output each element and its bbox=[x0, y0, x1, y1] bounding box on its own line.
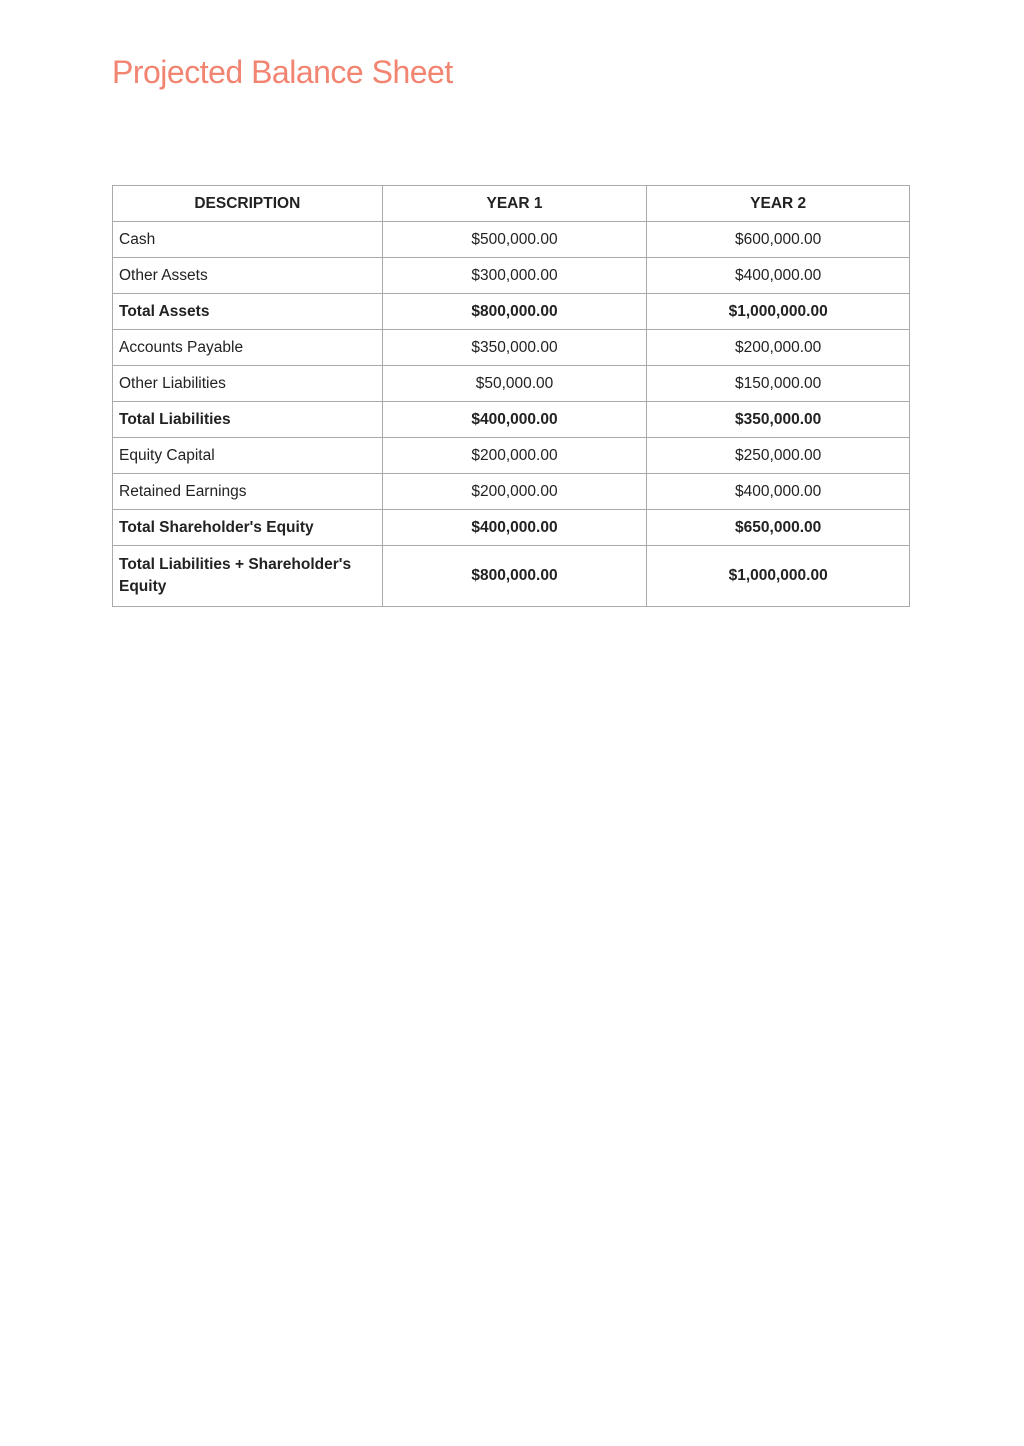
header-year-1: YEAR 1 bbox=[382, 186, 647, 222]
table-row bbox=[113, 402, 910, 438]
row-year-2: $150,000.00 bbox=[647, 366, 910, 402]
row-year-1: $50,000.00 bbox=[382, 366, 647, 402]
balance-sheet-table bbox=[112, 185, 910, 607]
row-year-2: $350,000.00 bbox=[647, 402, 910, 438]
row-description: Cash bbox=[113, 222, 383, 258]
row-description: Total Assets bbox=[113, 294, 383, 330]
table-row bbox=[113, 546, 910, 607]
row-year-2: $600,000.00 bbox=[647, 222, 910, 258]
row-year-1: $800,000.00 bbox=[382, 294, 647, 330]
row-year-2: $400,000.00 bbox=[647, 258, 910, 294]
row-description: Other Liabilities bbox=[113, 366, 383, 402]
table-header-row bbox=[113, 186, 910, 222]
table-row bbox=[113, 258, 910, 294]
table-row bbox=[113, 330, 910, 366]
row-year-1: $300,000.00 bbox=[382, 258, 647, 294]
row-year-1: $200,000.00 bbox=[382, 474, 647, 510]
row-year-2: $250,000.00 bbox=[647, 438, 910, 474]
row-description: Retained Earnings bbox=[113, 474, 383, 510]
row-description: Accounts Payable bbox=[113, 330, 383, 366]
row-year-1: $200,000.00 bbox=[382, 438, 647, 474]
row-year-2: $400,000.00 bbox=[647, 474, 910, 510]
row-year-2: $200,000.00 bbox=[647, 330, 910, 366]
row-description: Other Assets bbox=[113, 258, 383, 294]
row-year-1: $350,000.00 bbox=[382, 330, 647, 366]
header-description: DESCRIPTION bbox=[113, 186, 383, 222]
row-description: Total Liabilities + Shareholder's Equity bbox=[113, 546, 383, 607]
row-year-1: $400,000.00 bbox=[382, 510, 647, 546]
page-title: Projected Balance Sheet bbox=[112, 54, 453, 90]
row-year-2: $1,000,000.00 bbox=[647, 546, 910, 607]
row-year-2: $650,000.00 bbox=[647, 510, 910, 546]
header-year-2: YEAR 2 bbox=[647, 186, 910, 222]
row-description: Total Liabilities bbox=[113, 402, 383, 438]
row-year-1: $400,000.00 bbox=[382, 402, 647, 438]
row-description: Equity Capital bbox=[113, 438, 383, 474]
table-row bbox=[113, 510, 910, 546]
row-year-1: $800,000.00 bbox=[382, 546, 647, 607]
table-row bbox=[113, 222, 910, 258]
table-row bbox=[113, 438, 910, 474]
table-row bbox=[113, 366, 910, 402]
row-year-1: $500,000.00 bbox=[382, 222, 647, 258]
table-row bbox=[113, 474, 910, 510]
row-description: Total Shareholder's Equity bbox=[113, 510, 383, 546]
row-year-2: $1,000,000.00 bbox=[647, 294, 910, 330]
table-row bbox=[113, 294, 910, 330]
